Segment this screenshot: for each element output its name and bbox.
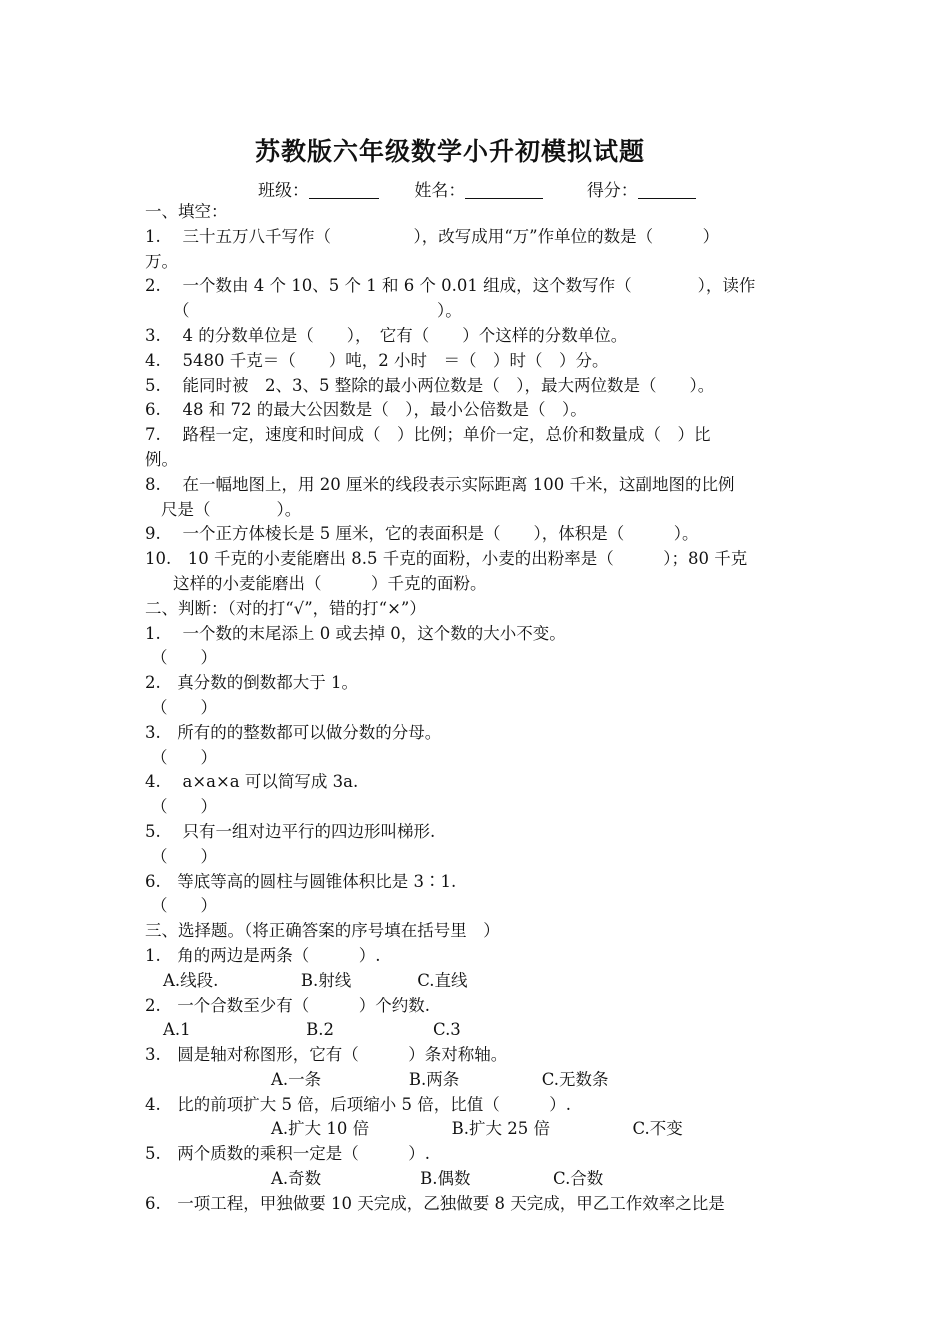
exam-content: [145, 200, 805, 1217]
choice-options-4: A.扩大 10 倍 B.扩大 25 倍 C.不变: [271, 1119, 683, 1139]
fill-question-10-cont: 这样的小麦能磨出（ ）千克的面粉。: [173, 573, 487, 593]
name-field: [414, 176, 543, 201]
fill-question-7: 7. 路程一定，速度和时间成（ ）比例；单价一定，总价和数量成（ ）比: [145, 425, 711, 445]
fill-question-4: 4. 5480 千克＝（ ）吨，2 小时 ＝（ ）时（ ）分。: [145, 350, 609, 370]
fill-question-3: 3. 4 的分数单位是（ ）， 它有（ ）个这样的分数单位。: [145, 325, 628, 345]
class-label: 班级：: [258, 181, 309, 201]
fill-question-5: 5. 能同时被 2、3、5 整除的最小两位数是（ ），最大两位数是（ ）。: [145, 375, 715, 395]
fill-question-8: 8. 在一幅地图上，用 20 厘米的线段表示实际距离 100 千米，这副地图的比例: [145, 474, 735, 494]
judge-question-5: 5. 只有一组对边平行的四边形叫梯形.: [145, 821, 436, 841]
fill-question-1: 1. 三十五万八千写作（ ），改写成用“万”作单位的数是（ ）: [145, 226, 720, 246]
fill-question-2-cont: （ ）。: [173, 301, 462, 321]
choice-options-2: A.1 B.2 C.3: [163, 1020, 461, 1040]
fill-question-7-cont: 例。: [145, 449, 178, 469]
fill-question-8-cont: 尺是（ ）。: [161, 499, 302, 519]
judge-answer-2: （ ）: [151, 697, 217, 717]
score-label: 得分：: [586, 181, 638, 201]
page-title: 苏教版六年级数学小升初模拟试题: [254, 137, 645, 166]
class-field: [258, 176, 379, 201]
fill-question-9: 9. 一个正方体棱长是 5 厘米，它的表面积是（ ），体积是（ ）。: [145, 524, 699, 544]
name-blank: [465, 180, 543, 199]
choice-options-3: A.一条 B.两条 C.无数条: [271, 1069, 609, 1089]
section-heading-choice: 三、选择题。（将正确答案的序号填在括号里 ）: [145, 921, 500, 941]
student-info-row: [258, 176, 696, 201]
fill-question-10: 10. 10 千克的小麦能磨出 8.5 千克的面粉，小麦的出粉率是（ ）；80 千克: [145, 549, 748, 569]
choice-question-6: 6. 一项工程，甲独做要 10 天完成，乙独做要 8 天完成，甲乙工作效率之比是: [145, 1193, 725, 1213]
choice-question-2: 2. 一个合数至少有（ ）个约数.: [145, 995, 430, 1015]
choice-question-4: 4. 比的前项扩大 5 倍，后项缩小 5 倍，比值（ ）.: [145, 1094, 571, 1114]
choice-options-5: A.奇数 B.偶数 C.合数: [271, 1169, 604, 1189]
class-blank: [309, 180, 379, 199]
choice-question-5: 5. 两个质数的乘积一定是（ ）.: [145, 1144, 430, 1164]
judge-answer-4: （ ）: [151, 797, 217, 817]
fill-question-6: 6. 48 和 72 的最大公因数是（ ），最小公倍数是（ ）。: [145, 400, 587, 420]
judge-answer-5: （ ）: [151, 846, 217, 866]
judge-question-6: 6. 等底等高的圆柱与圆锥体积比是 3∶1.: [145, 871, 457, 891]
judge-question-4: 4. a×a×a 可以简写成 3a.: [145, 772, 359, 792]
judge-question-1: 1. 一个数的末尾添上 0 或去掉 0，这个数的大小不变。: [145, 623, 566, 643]
section-heading-fill: 一、填空：: [145, 202, 228, 221]
score-field: [587, 176, 696, 201]
fill-question-1-cont: 万。: [145, 251, 178, 271]
judge-question-2: 2. 真分数的倒数都大于 1。: [145, 673, 358, 693]
fill-question-2: 2. 一个数由 4 个 10、5 个 1 和 6 个 0.01 组成，这个数写作（ ），读作: [145, 276, 756, 296]
judge-question-3: 3. 所有的的整数都可以做分数的分母。: [145, 722, 442, 742]
score-blank: [638, 180, 696, 199]
judge-answer-1: （ ）: [151, 648, 217, 668]
choice-question-1: 1. 角的两边是两条（ ）.: [145, 945, 381, 965]
name-label: 姓名：: [414, 181, 466, 201]
judge-answer-3: （ ）: [151, 747, 217, 767]
choice-options-1: A.线段. B.射线 C.直线: [163, 970, 468, 990]
choice-question-3: 3. 圆是轴对称图形，它有（ ）条对称轴。: [145, 1045, 508, 1065]
section-heading-judge: 二、判断：（对的打“√”，错的打“×”）: [145, 598, 426, 618]
judge-answer-6: （ ）: [151, 896, 217, 916]
